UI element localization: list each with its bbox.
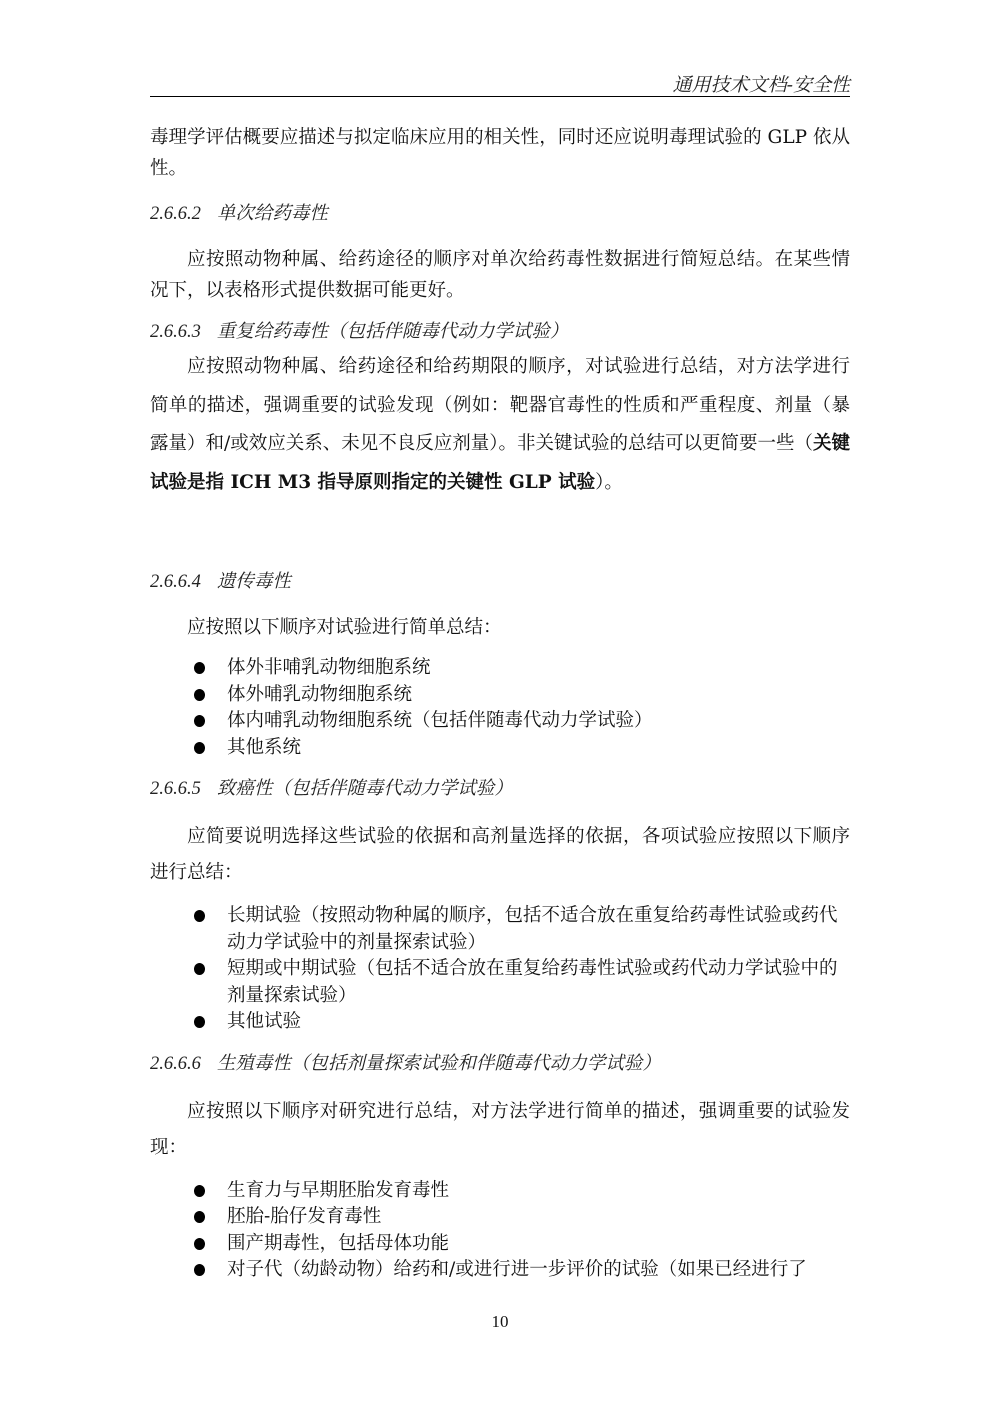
section-number: 2.6.6.6	[150, 1053, 201, 1074]
list-item: 长期试验（按照动物种属的顺序，包括不适合放在重复给药毒性试验或药代动力学试验中的剂量探索试验）	[150, 903, 850, 956]
section-title: 致癌性（包括伴随毒代动力学试验）	[216, 778, 513, 799]
section-heading-genotoxicity	[150, 566, 850, 598]
bullet-icon	[194, 1211, 205, 1223]
section-paragraph: 应按照动物种属、给药途径和给药期限的顺序，对试验进行总结，对方法学进行简单的描述，强调重要的试验发现（例如：靶器官毒性的性质和严重程度、剂量（暴露量）和/或效应关系、未见不良反应剂量）。非关键试验的总结可以更简要一些（关键试验是指 ICH M3 指导原则指定的关键性 GLP 试验）。	[150, 356, 851, 493]
bullet-icon	[194, 742, 205, 754]
list-item: 体内哺乳动物细胞系统（包括伴随毒代动力学试验）	[150, 708, 850, 735]
bullet-icon	[194, 1238, 205, 1250]
section-number: 2.6.6.4	[150, 572, 201, 592]
list-item: 生育力与早期胚胎发育毒性	[150, 1178, 850, 1205]
section-title: 重复给药毒性（包括伴随毒代动力学试验）	[216, 321, 569, 342]
bullet-list	[150, 1178, 850, 1284]
bullet-icon	[194, 910, 205, 922]
bullet-list	[150, 903, 850, 1036]
section-number: 2.6.6.5	[150, 779, 201, 799]
section-title: 单次给药毒性	[216, 203, 328, 224]
section-paragraph: 应简要说明选择这些试验的依据和高剂量选择的依据，各项试验应按照以下顺序进行总结：	[150, 826, 850, 883]
page-number: 10	[491, 1312, 509, 1331]
list-item: 其他系统	[150, 735, 850, 762]
list-item: 围产期毒性，包括母体功能	[150, 1231, 850, 1258]
intro-paragraph: 毒理学评估概要应描述与拟定临床应用的相关性，同时还应说明毒理试验的 GLP 依从性。	[150, 127, 850, 179]
document-body	[150, 122, 850, 1284]
section-title: 生殖毒性（包括剂量探索试验和伴随毒代动力学试验）	[216, 1052, 661, 1074]
list-item: 胚胎-胎仔发育毒性	[150, 1204, 850, 1231]
section-number: 2.6.6.2	[150, 204, 201, 224]
bullet-icon	[194, 1016, 205, 1028]
section-heading-single-dose	[150, 198, 850, 230]
section-heading-repeat-dose	[150, 316, 850, 348]
section-paragraph: 应按照动物种属、给药途径的顺序对单次给药毒性数据进行简短总结。在某些情况下，以表格形式提供数据可能更好。	[150, 249, 850, 301]
section-heading-carcinogenicity	[150, 773, 850, 805]
section-heading-reproductive-toxicity	[150, 1048, 850, 1080]
header-rule	[150, 96, 850, 97]
bullet-icon	[194, 1264, 205, 1276]
page-header-title: 通用技术文档-安全性	[672, 74, 850, 96]
bullet-icon	[194, 662, 205, 674]
section-number: 2.6.6.3	[150, 322, 201, 342]
list-item: 对子代（幼龄动物）给药和/或进行进一步评价的试验（如果已经进行了	[150, 1257, 850, 1284]
list-item: 短期或中期试验（包括不适合放在重复给药毒性试验或药代动力学试验中的剂量探索试验）	[150, 956, 850, 1009]
list-item: 体外非哺乳动物细胞系统	[150, 655, 850, 682]
section-paragraph: 应按照以下顺序对研究进行总结，对方法学进行简单的描述，强调重要的试验发现：	[150, 1100, 850, 1158]
bullet-icon	[194, 689, 205, 701]
bold-emphasis: 关键试验是指 ICH M3 指导原则指定的关键性 GLP 试验	[150, 433, 851, 493]
list-item: 体外哺乳动物细胞系统	[150, 682, 850, 709]
section-paragraph: 应按照以下顺序对试验进行简单总结：	[187, 617, 502, 638]
list-item: 其他试验	[150, 1009, 850, 1036]
bullet-icon	[194, 963, 205, 975]
bullet-icon	[194, 715, 205, 727]
section-title: 遗传毒性	[216, 571, 291, 592]
bullet-list	[150, 655, 850, 761]
bullet-icon	[194, 1185, 205, 1197]
